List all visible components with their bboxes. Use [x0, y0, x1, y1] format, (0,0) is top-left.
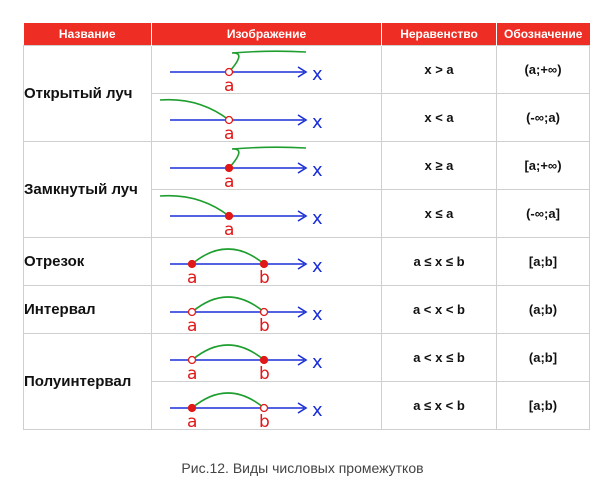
interval-name: Интервал — [24, 286, 152, 334]
axis-label-x: x — [312, 400, 323, 421]
point-label-a: a — [224, 172, 235, 189]
closed-point — [189, 405, 196, 412]
intervals-figure — [23, 23, 589, 430]
notation: (a;+∞) — [497, 46, 590, 94]
inequality: a ≤ x ≤ b — [382, 238, 497, 286]
closed-point — [226, 213, 233, 220]
inequality: x > a — [382, 46, 497, 94]
table-row — [24, 238, 590, 286]
number-line-drawing — [152, 238, 382, 285]
table-header-row — [24, 23, 590, 46]
interval-arc — [229, 147, 306, 168]
notation: (-∞;a] — [497, 190, 590, 238]
open-point — [226, 117, 233, 124]
interval-image — [152, 334, 382, 382]
notation: [a;b) — [497, 382, 590, 430]
inequality: a ≤ x < b — [382, 382, 497, 430]
point-label-a: a — [187, 364, 198, 381]
notation: (a;b) — [497, 286, 590, 334]
point-label-b: b — [259, 316, 270, 333]
interval-image — [152, 190, 382, 238]
figure-caption: Рис.12. Виды числовых промежутков — [181, 460, 424, 476]
interval-arc — [160, 196, 229, 216]
inequality: x ≥ a — [382, 142, 497, 190]
closed-point — [189, 261, 196, 268]
point-label-a: a — [187, 268, 198, 285]
interval-name: Замкнутый луч — [24, 142, 152, 238]
interval-image — [152, 142, 382, 190]
number-line-drawing — [152, 46, 382, 93]
interval-image — [152, 238, 382, 286]
point-label-b: b — [259, 412, 270, 429]
closed-point — [226, 165, 233, 172]
table-row — [24, 286, 590, 334]
open-point — [261, 405, 268, 412]
interval-arc — [229, 51, 306, 72]
table-row — [24, 46, 590, 94]
interval-image — [152, 286, 382, 334]
interval-name: Полуинтервал — [24, 334, 152, 430]
table-row — [24, 142, 590, 190]
number-line-drawing — [152, 94, 382, 141]
header-notation: Обозначение — [497, 23, 590, 46]
axis-label-x: x — [312, 304, 323, 325]
number-line-drawing — [152, 286, 382, 333]
inequality: x ≤ a — [382, 190, 497, 238]
interval-image — [152, 46, 382, 94]
closed-point — [261, 357, 268, 364]
interval-name: Отрезок — [24, 238, 152, 286]
number-line-drawing — [152, 334, 382, 381]
axis-label-x: x — [312, 64, 323, 85]
interval-name: Открытый луч — [24, 46, 152, 142]
point-label-a: a — [224, 124, 235, 141]
point-label-a: a — [187, 316, 198, 333]
header-image: Изображение — [152, 23, 382, 46]
axis-label-x: x — [312, 208, 323, 229]
notation: (-∞;a) — [497, 94, 590, 142]
open-point — [261, 309, 268, 316]
header-name: Название — [24, 23, 152, 46]
interval-image — [152, 382, 382, 430]
header-inequality: Неравенство — [382, 23, 497, 46]
intervals-table — [23, 23, 590, 430]
number-line-drawing — [152, 142, 382, 189]
point-label-a: a — [224, 220, 235, 237]
point-label-a: a — [187, 412, 198, 429]
interval-arc — [192, 345, 264, 360]
axis-label-x: x — [312, 256, 323, 277]
interval-arc — [192, 393, 264, 408]
inequality: a < x < b — [382, 286, 497, 334]
point-label-b: b — [259, 268, 270, 285]
closed-point — [261, 261, 268, 268]
inequality: x < a — [382, 94, 497, 142]
notation: [a;b] — [497, 238, 590, 286]
open-point — [189, 309, 196, 316]
open-point — [226, 69, 233, 76]
axis-label-x: x — [312, 112, 323, 133]
interval-image — [152, 94, 382, 142]
point-label-a: a — [224, 76, 235, 93]
table-body — [24, 46, 590, 430]
inequality: a < x ≤ b — [382, 334, 497, 382]
notation: [a;+∞) — [497, 142, 590, 190]
axis-label-x: x — [312, 160, 323, 181]
number-line-drawing — [152, 190, 382, 237]
number-line-drawing — [152, 382, 382, 429]
interval-arc — [192, 249, 264, 264]
point-label-b: b — [259, 364, 270, 381]
interval-arc — [192, 297, 264, 312]
table-row — [24, 334, 590, 382]
notation: (a;b] — [497, 334, 590, 382]
axis-label-x: x — [312, 352, 323, 373]
interval-arc — [160, 100, 229, 120]
open-point — [189, 357, 196, 364]
